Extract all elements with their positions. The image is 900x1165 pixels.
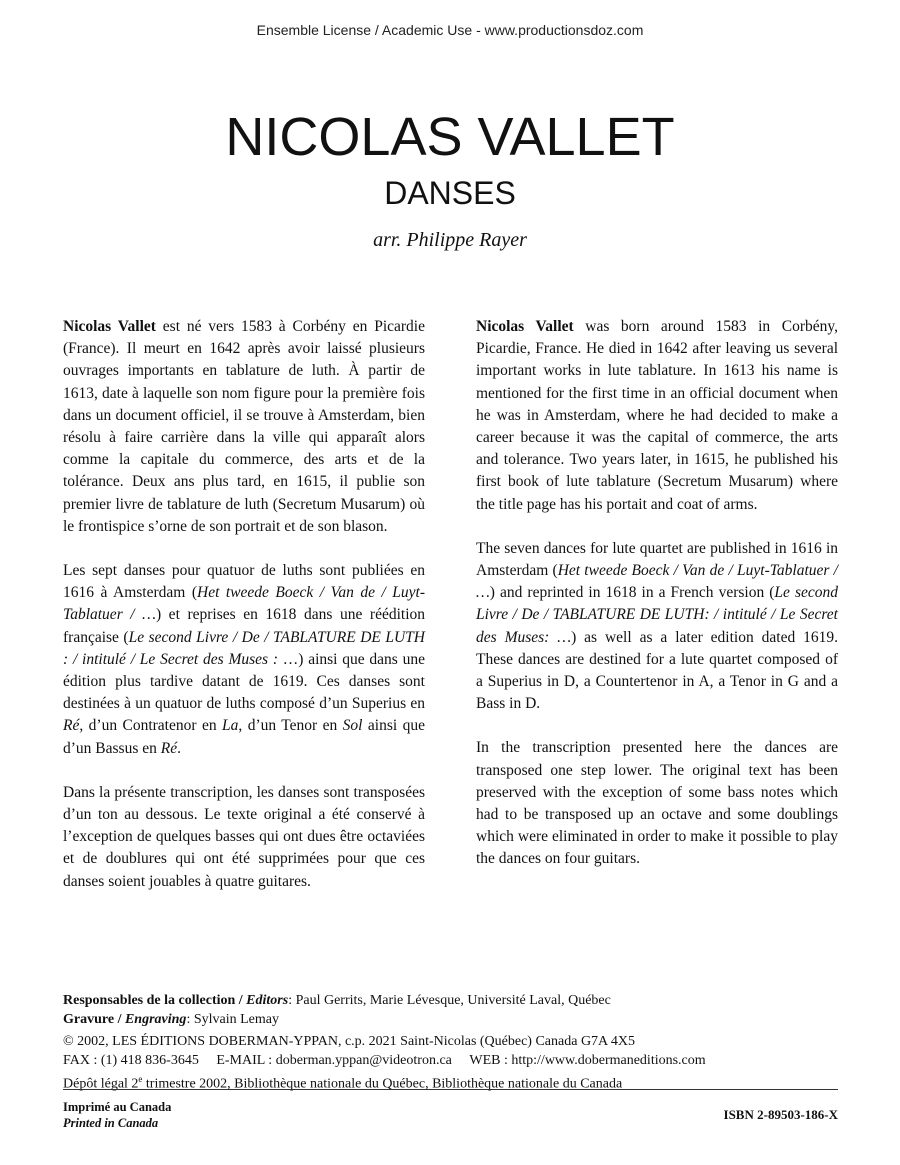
work-title: DANSES	[384, 175, 516, 211]
contact-line	[63, 1052, 838, 1071]
french-paragraph-1: Nicolas Vallet est né vers 1583 à Corbény en Picardie (France). Il meurt en 1642 après avoir laissé plusieurs ouvrages importants en tablature de luth. À partir de 1613, date à laquelle son nom figure pour la première fois dans un document officiel, il se trouve à Amsterdam, bien résolu à faire carrière dans la ville qui apparaît alors comme la capitale du commerce, des arts et de la tolérance. Deux ans plus tard, en 1615, il publie son premier livre de tablature de luth (Secretum Musarum) où le frontispice s’orne de son portrait et de son blason.	[63, 318, 425, 535]
copyright-line: © 2002, LES ÉDITIONS DOBERMAN-YPPAN, c.p. 2021 Saint-Nicolas (Québec) Canada G7A 4X5	[63, 1034, 636, 1049]
email: E-MAIL : doberman.yppan@videotron.ca	[216, 1052, 452, 1068]
english-paragraph-1: Nicolas Vallet was born around 1583 in Corbény, Picardie, France. He died in 1642 after leaving us several important works in lute tablature. In 1613 his name is mentioned for the first time in an official document when he was in Amsterdam, where he had decided to make a career because it was the capital of commerce, the arts and tolerance. Two years later, in 1615, he published his first book of lute tablature (Secretum Musarum) where the title page has his portait and coat of arms.	[476, 318, 838, 513]
french-paragraph-2: Les sept danses pour quatuor de luths sont publiées en 1616 à Amsterdam (Het tweede Boeck / Van de / Luyt-Tablatuer / …) et reprises en 1618 dans une réédition française (Le second Livre / De / TABLATURE DE LUTH : / intitulé / Le Secret des Muses : …) ainsi que dans une édition plus tardive datant de 1619. Ces danses sont destinées à un quatuor de luths composé d’un Superius en Ré, d’un Contratenor en La, d’un Tenor en Sol ainsi que d’un Bassus en Ré.	[63, 562, 426, 757]
isbn: ISBN 2-89503-186-X	[723, 1107, 838, 1122]
engraving-line: Gravure / Engraving: Sylvain Lemay	[63, 1011, 279, 1027]
legal-deposit-line: Dépôt légal 2e trimestre 2002, Bibliothèque nationale du Québec, Bibliothèque nationale du Canada	[63, 1074, 623, 1092]
composer-title: NICOLAS VALLET	[225, 107, 675, 167]
printed-in: Imprimé au Canada Printed in Canada	[63, 1100, 172, 1130]
french-column	[63, 316, 425, 915]
footer-divider	[63, 1089, 838, 1090]
french-paragraph-3: Dans la présente transcription, les danses sont transposées d’un ton au dessous. Le texte original a été conservé à l’exception de quelques basses qui ont dues être octaviées et de doublures qui ont été supprimées pour que ces danses soient jouables à quatre guitares.	[63, 783, 425, 890]
license-header: Ensemble License / Academic Use - www.productionsdoz.com	[256, 22, 644, 38]
editors-line: Responsables de la collection / Editors: Paul Gerrits, Marie Lévesque, Université Laval, Québec	[63, 993, 611, 1008]
composer-name: Nicolas Vallet	[63, 318, 156, 335]
arranger-credit: arr. Philippe Rayer	[373, 229, 527, 251]
fax: FAX : (1) 418 836-3645	[63, 1052, 199, 1068]
web: WEB : http://www.dobermaneditions.com	[469, 1052, 706, 1068]
english-paragraph-2: The seven dances for lute quartet are published in 1616 in Amsterdam (Het tweede Boeck / Van de / Luyt-Tablatuer / …) and reprinted in 1618 in a French version (Le second Livre / De / TABLATURE DE LUTH: / intitulé / Le Secret des Muses: …) as well as a later edition dated 1619. These dances are destined for a lute quartet composed of a Superius in D, a Countertenor in A, a Tenor in G and a Bass in D.	[476, 539, 838, 713]
credits-block	[63, 992, 838, 1094]
english-column	[476, 316, 838, 893]
english-paragraph-3: In the transcription presented here the dances are transposed one step lower. The original text has been preserved with the exception of some bass notes which had to be transposed up an octave and some doublings which were eliminated in order to make it possible to play the dances on four guitars.	[476, 739, 838, 868]
composer-name: Nicolas Vallet	[476, 318, 574, 335]
